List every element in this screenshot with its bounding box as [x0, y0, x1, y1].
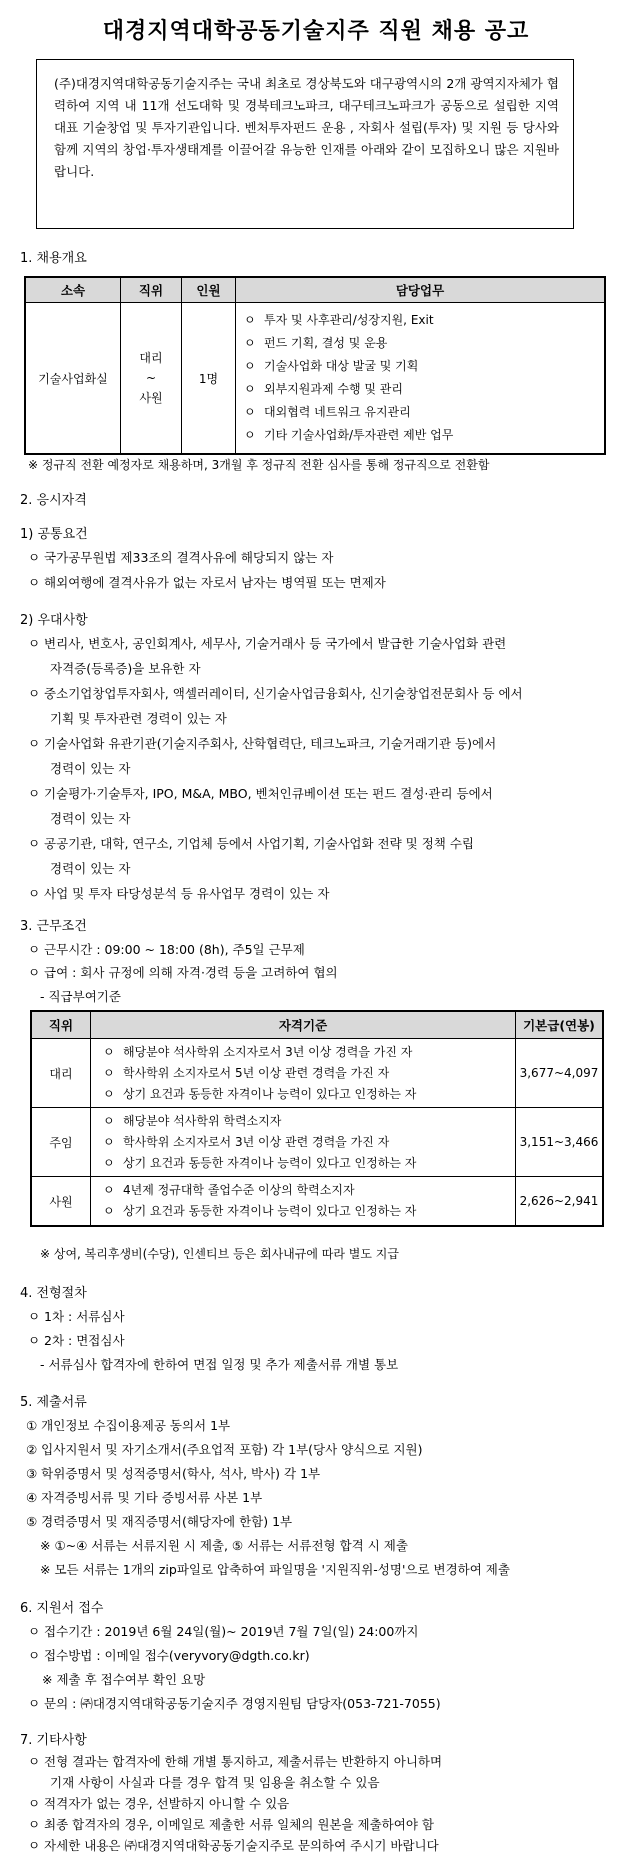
rank-cell: 주임: [31, 1108, 91, 1177]
duties-cell: [236, 303, 606, 455]
section-2-heading: 2. 응시자격: [20, 493, 87, 508]
duty-item: ㅇ 대외협력 네트워크 유지관리: [244, 405, 411, 419]
criteria-item: ㅇ 학사학위 소지자로서 3년 이상 관련 경력을 가진 자: [103, 1134, 390, 1149]
preference-item: ㅇ 사업 및 투자 타당성분석 등 유사업무 경력이 있는 자: [28, 886, 330, 901]
table-row: [31, 1177, 603, 1227]
document-item: ⑤ 경력증명서 및 재직증명서(해당자에 한함) 1부: [26, 1514, 293, 1529]
position-cell: [121, 303, 182, 455]
section-3-heading: 3. 근무조건: [20, 919, 87, 934]
preference-item-cont: 경력이 있는 자: [50, 761, 131, 776]
preference-item: ㅇ 변리사, 변호사, 공인회계사, 세무사, 기술거래사 등 국가에서 발급한 기술사업화 관련: [28, 636, 507, 651]
criteria-item: ㅇ 상기 요건과 동등한 자격이나 능력이 있다고 인정하는 자: [103, 1204, 417, 1218]
intro-box: (주)대경지역대학공동기술지주는 국내 최초로 경상북도와 대구광역시의 2개 광역지자체가 협력하여 지역 내 11개 선도대학 및 경북테크노파크, 대구테크노파크가 공동으로 설립한 지역대표 기술창업 및 투자기관입니다. 벤처투자펀드 운용 , 자회사 설립(투자) 및 지원 등 당사와 함께 지역의 창업·투자생태계를 이끌어갈 유능한 인재를 아래와 같이 모집하오니 많은 지원바랍니다.: [36, 59, 574, 229]
document-item: ③ 학위증명서 및 성적증명서(학사, 석사, 박사) 각 1부: [26, 1466, 321, 1481]
position-start: 대리: [139, 351, 163, 365]
document-note: ※ ①~④ 서류는 서류지원 시 제출, ⑤ 서류는 서류전형 합격 시 제출: [40, 1538, 408, 1553]
process-step: ㅇ 2차 : 면접심사: [28, 1333, 125, 1348]
criteria-item: ㅇ 상기 요건과 동등한 자격이나 능력이 있다고 인정하는 자: [103, 1155, 417, 1170]
section-5-heading: 5. 제출서류: [20, 1395, 87, 1410]
table-row: [31, 1108, 603, 1177]
criteria-cell: [91, 1177, 516, 1227]
preference-item: ㅇ 기술사업화 유관기관(기술지주회사, 산학협력단, 테크노파크, 기술거래기관 등)에서: [28, 736, 497, 751]
common-req-item: ㅇ 해외여행에 결격사유가 없는 자로서 남자는 병역필 또는 면제자: [28, 575, 386, 590]
rank-cell: 대리: [31, 1039, 91, 1108]
header-position: 직위: [121, 277, 182, 303]
duty-item: ㅇ 기술사업화 대상 발굴 및 기획: [244, 359, 419, 373]
salary-cell: 2,626~2,941: [516, 1177, 604, 1227]
common-req-heading: 1) 공통요건: [20, 527, 88, 542]
salary-line: ㅇ 급여 : 회사 규정에 의해 자격·경력 등을 고려하여 협의: [28, 965, 338, 980]
salary-cell: 3,151~3,466: [516, 1108, 604, 1177]
criteria-item: ㅇ 상기 요건과 동등한 자격이나 능력이 있다고 인정하는 자: [103, 1086, 417, 1101]
header-count: 인원: [182, 277, 236, 303]
position-tilde: ~: [145, 371, 157, 385]
criteria-item: ㅇ 해당분야 석사학위 학력소지자: [103, 1113, 282, 1128]
common-req-item: ㅇ 국가공무원법 제33조의 결격사유에 해당되지 않는 자: [28, 550, 334, 565]
misc-item-cont: 기재 사항이 사실과 다를 경우 합격 및 임용을 취소할 수 있음: [50, 1775, 380, 1790]
preference-item-cont: 경력이 있는 자: [50, 811, 131, 826]
criteria-item: ㅇ 해당분야 석사학위 소지자로서 3년 이상 경력을 가진 자: [103, 1044, 413, 1059]
section-4-heading: 4. 전형절차: [20, 1286, 87, 1301]
header-dept: 소속: [25, 277, 121, 303]
preference-item: ㅇ 기술평가·기술투자, IPO, M&A, MBO, 벤처인큐베이션 또는 펀드 결성·관리 등에서: [28, 786, 493, 801]
misc-item-last: ㅇ 자세한 내용은 ㈜대경지역대학공동기술지주로 문의하여 주시기 바랍니다: [28, 1838, 439, 1853]
position-end: 사원: [139, 391, 163, 405]
section-1-note: ※ 정규직 전환 예정자로 채용하며, 3개월 후 정규직 전환 심사를 통해 정규직으로 전환함: [28, 458, 490, 472]
duty-item: ㅇ 펀드 기획, 결성 및 운용: [244, 336, 388, 350]
dept-cell: 기술사업화실: [25, 303, 121, 455]
criteria-cell: [91, 1039, 516, 1108]
page-title: 대경지역대학공동기술지주 직원 채용 공고: [102, 19, 530, 44]
table-row: [25, 303, 605, 455]
criteria-cell: [91, 1108, 516, 1177]
document-item: ② 입사지원서 및 자기소개서(주요업적 포함) 각 1부(당사 양식으로 지원): [26, 1442, 423, 1457]
duty-item: ㅇ 외부지원과제 수행 및 관리: [244, 382, 403, 396]
section-7-heading: 7. 기타사항: [20, 1733, 87, 1748]
preference-heading: 2) 우대사항: [20, 613, 88, 628]
duty-item: ㅇ 기타 기술사업화/투자관련 제반 업무: [244, 428, 454, 442]
application-period: ㅇ 접수기간 : 2019년 6월 24일(월)~ 2019년 7월 7일(일) 24:00까지: [28, 1624, 419, 1639]
section-3-note: ※ 상여, 복리후생비(수당), 인센티브 등은 회사내규에 따라 별도 지급: [40, 1247, 399, 1261]
work-hours: ㅇ 근무시간 : 09:00 ~ 18:00 (8h), 주5일 근무제: [28, 942, 305, 957]
header-duties: 담당업무: [236, 277, 606, 303]
header-salary: 기본급(연봉): [516, 1011, 604, 1039]
document-note: ※ 모든 서류는 1개의 zip파일로 압축하여 파일명을 '지원직위-성명'으로 변경하여 제출: [40, 1562, 510, 1577]
grade-criteria-label: - 직급부여기준: [40, 989, 121, 1004]
document-item: ④ 자격증빙서류 및 기타 증빙서류 사본 1부: [26, 1490, 263, 1505]
preference-item-cont: 경력이 있는 자: [50, 861, 131, 876]
recruit-overview-table: [24, 276, 606, 455]
application-note: ※ 제출 후 접수여부 확인 요망: [42, 1672, 206, 1687]
table-header-row: [25, 277, 605, 303]
header-rank: 직위: [31, 1011, 91, 1039]
document-item: ① 개인정보 수집이용제공 동의서 1부: [26, 1418, 231, 1433]
criteria-item: ㅇ 학사학위 소지자로서 5년 이상 관련 경력을 가진 자: [103, 1065, 390, 1080]
rank-cell: 사원: [31, 1177, 91, 1227]
preference-item-cont: 기획 및 투자관련 경력이 있는 자: [50, 711, 227, 726]
process-step: ㅇ 1차 : 서류심사: [28, 1309, 125, 1324]
table-row: [31, 1039, 603, 1108]
preference-item: ㅇ 공공기관, 대학, 연구소, 기업체 등에서 사업기획, 기술사업화 전략 및 정책 수립: [28, 836, 475, 851]
misc-item: ㅇ 전형 결과는 합격자에 한해 개별 통지하고, 제출서류는 반환하지 아니하며: [28, 1754, 443, 1769]
preference-item-cont: 자격증(등록증)을 보유한 자: [50, 661, 201, 676]
salary-grade-table: [30, 1010, 604, 1227]
section-6-heading: 6. 지원서 접수: [20, 1601, 104, 1616]
process-note: - 서류심사 합격자에 한하여 면접 일정 및 추가 제출서류 개별 통보: [40, 1357, 399, 1372]
application-method: ㅇ 접수방법 : 이메일 접수(veryvory@dgth.co.kr): [28, 1648, 310, 1663]
criteria-item: ㅇ 4년제 정규대학 졸업수준 이상의 학력소지자: [103, 1183, 355, 1197]
duty-item: ㅇ 투자 및 사후관리/성장지원, Exit: [244, 313, 434, 327]
count-cell: 1명: [182, 303, 236, 455]
misc-item: ㅇ 최종 합격자의 경우, 이메일로 제출한 서류 일체의 원본을 제출하여야 함: [28, 1817, 434, 1832]
contact-info: ㅇ 문의 : ㈜대경지역대학공동기술지주 경영지원팀 담당자(053-721-7055): [28, 1696, 441, 1711]
misc-item: ㅇ 적격자가 없는 경우, 선발하지 아니할 수 있음: [28, 1796, 290, 1811]
preference-item: ㅇ 중소기업창업투자회사, 액셀러레이터, 신기술사업금융회사, 신기술창업전문회사 등 에서: [28, 686, 523, 701]
salary-cell: 3,677~4,097: [516, 1039, 604, 1108]
header-criteria: 자격기준: [91, 1011, 516, 1039]
section-1-heading: 1. 채용개요: [20, 251, 87, 266]
table-header-row: [31, 1011, 603, 1039]
